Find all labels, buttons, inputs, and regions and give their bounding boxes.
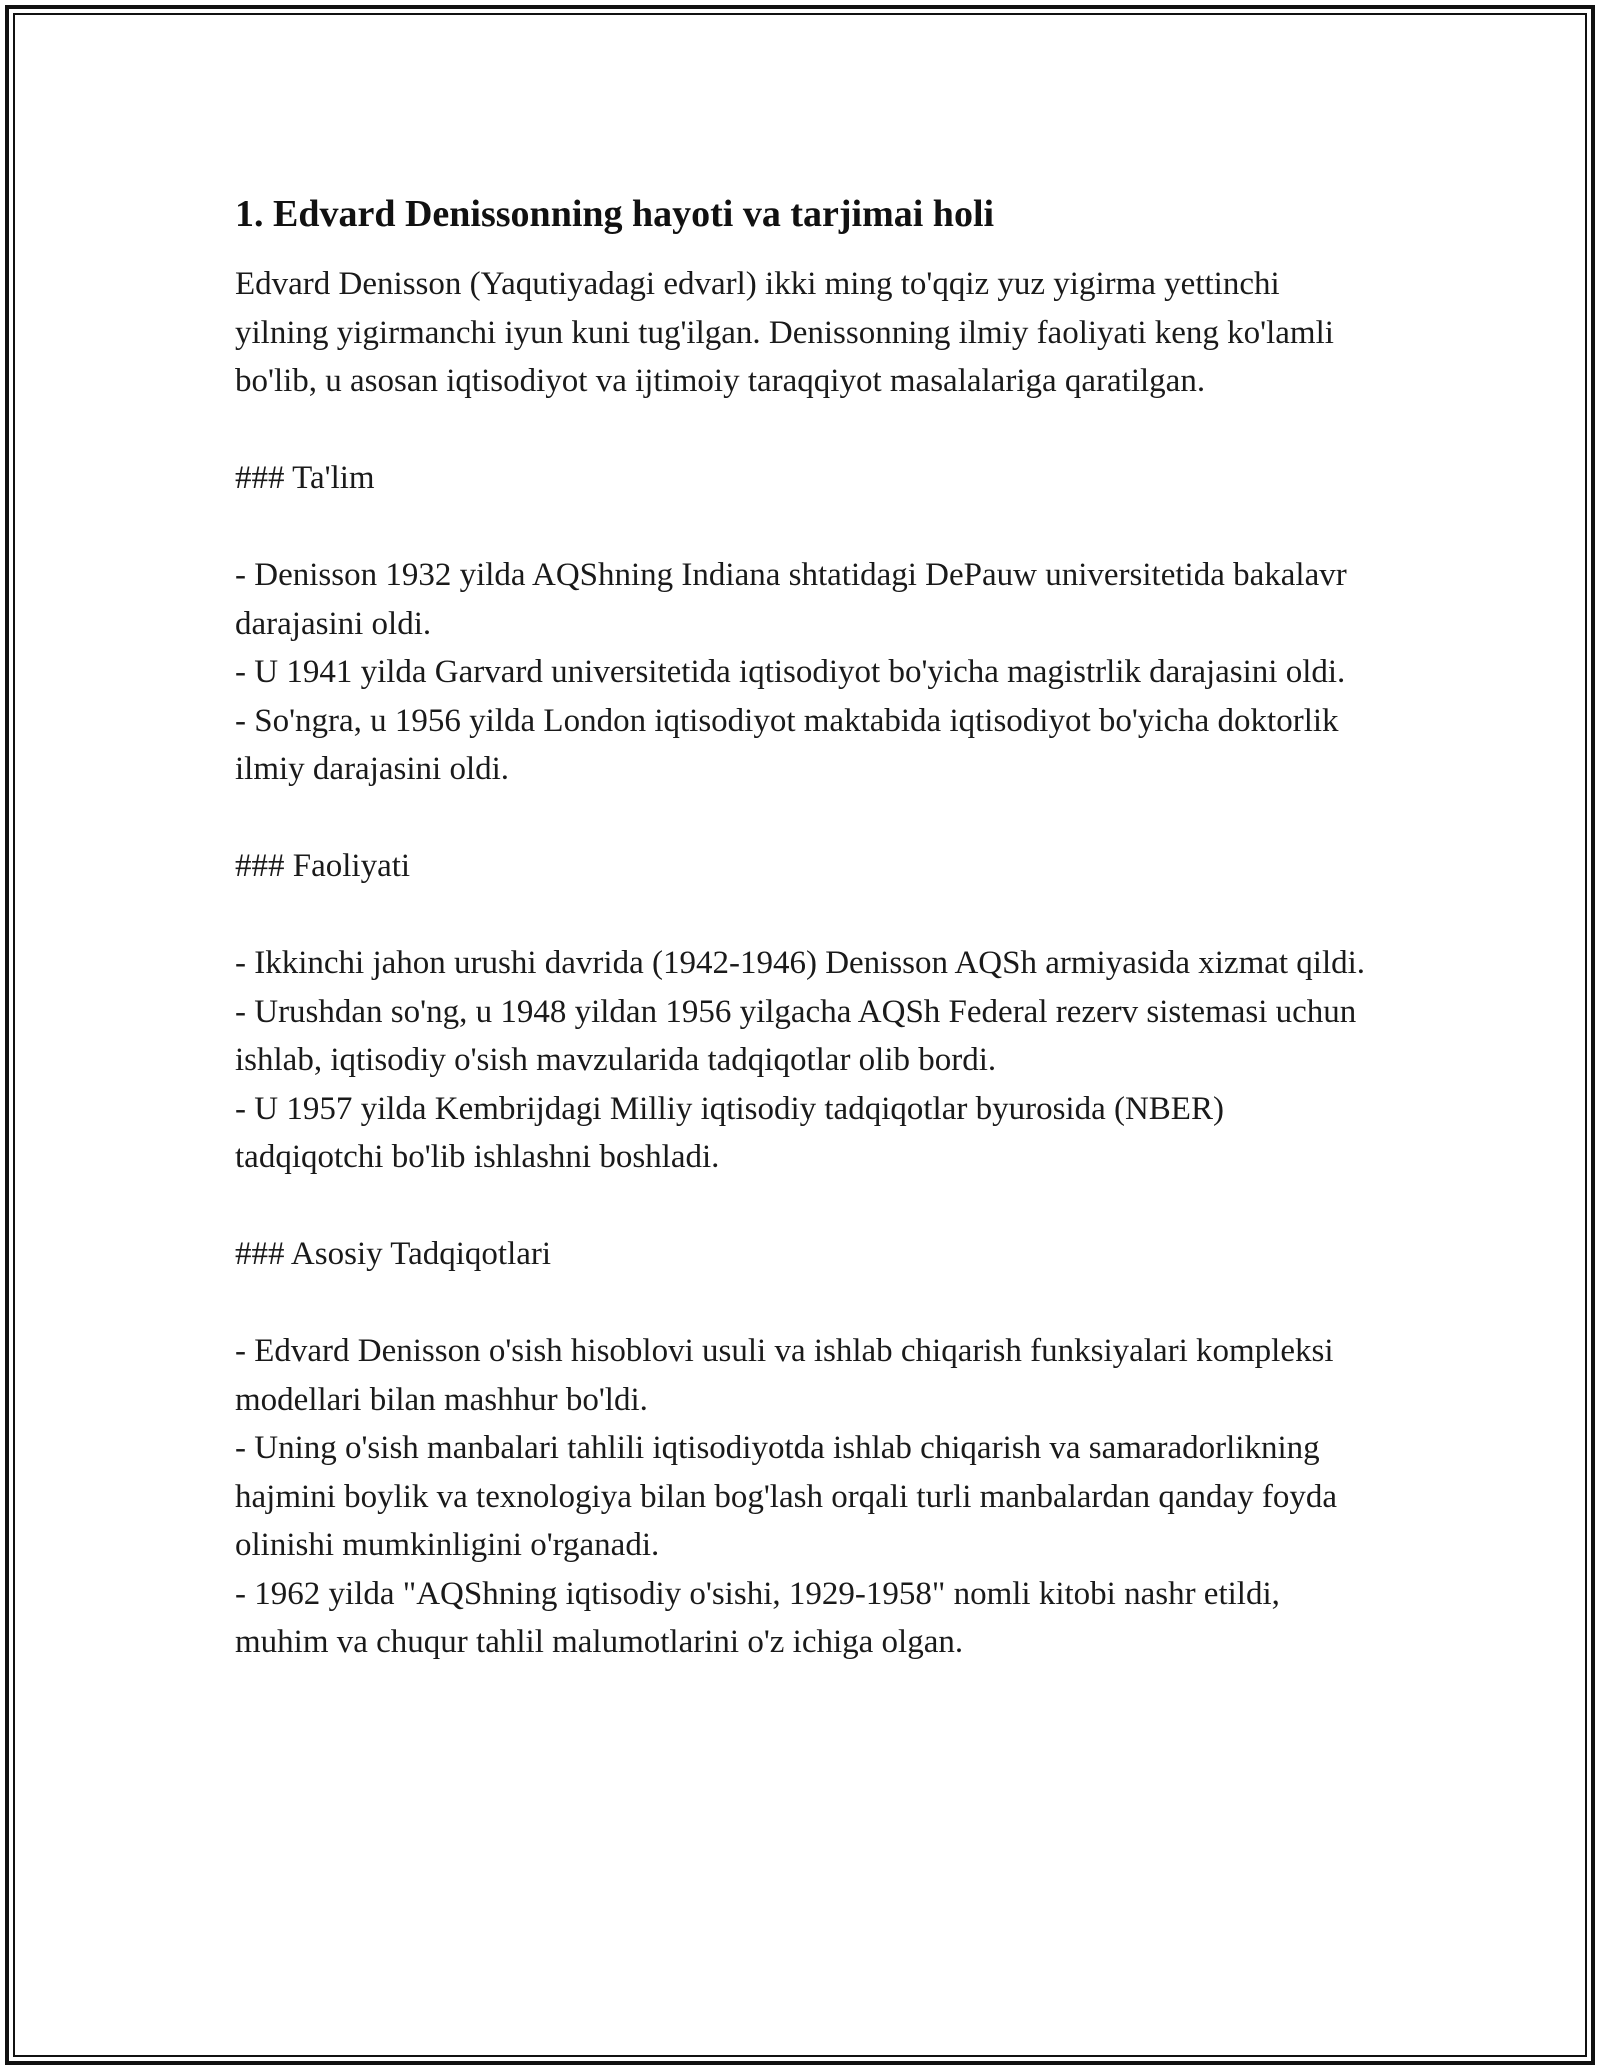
- section-asosiy-tadqiqotlari: [235, 1230, 1375, 1667]
- intro-paragraph: Edvard Denisson (Yaqutiyadagi edvarl) ikki ming to'qqiz yuz yigirma yettinchi yilning yigirmanchi iyun kuni tug'ilgan. Denissonning ilmiy faoliyati keng ko'lamli bo'lib, u asosan iqtisodiyot va ijtimoiy taraqqiyot masalalariga qaratilgan.: [235, 266, 1334, 399]
- list-item: - Edvard Denisson o'sish hisoblovi usuli va ishlab chiqarish funksiyalari kompleksi modellari bilan mashhur bo'ldi.: [235, 1333, 1334, 1418]
- list-item: - U 1957 yilda Kembrijdagi Milliy iqtisodiy tadqiqotlar byurosida (NBER) tadqiqotchi bo'lib ishlashni boshladi.: [235, 1090, 1224, 1175]
- section-list: [235, 939, 1375, 1182]
- list-item: - 1962 yilda "AQShning iqtisodiy o'sishi, 1929-1958" nomli kitobi nashr etildi, muhim va chuqur tahlil malumotlarini o'z ichiga olgan.: [235, 1575, 1280, 1660]
- section-talim: [235, 454, 1375, 794]
- section-list: [235, 1327, 1375, 1667]
- document-page: [235, 188, 1375, 1667]
- section-heading: ### Asosiy Tadqiqotlari: [235, 1236, 552, 1272]
- list-item: - Denisson 1932 yilda AQShning Indiana shtatidagi DePauw universitetida bakalavr darajasini oldi.: [235, 557, 1347, 642]
- list-item: - Urushdan so'ng, u 1948 yildan 1956 yilgacha AQSh Federal rezerv sistemasi uchun ishlab, iqtisodiy o'sish mavzularida tadqiqotlar olib bordi.: [235, 993, 1357, 1078]
- section-heading: ### Faoliyati: [235, 848, 411, 884]
- section-faoliyati: [235, 842, 1375, 1182]
- document-title: 1. Edvard Denissonning hayoti va tarjimai holi: [235, 193, 995, 235]
- list-item: - So'ngra, u 1956 yilda London iqtisodiyot maktabida iqtisodiyot bo'yicha doktorlik ilmiy darajasini oldi.: [235, 702, 1339, 787]
- list-item: - Uning o'sish manbalari tahlili iqtisodiyotda ishlab chiqarish va samaradorlikning hajmini boylik va texnologiya bilan bog'lash orqali turli manbalardan qanday foyda olinishi mumkinligini o'rganadi.: [235, 1430, 1338, 1563]
- list-item: - U 1941 yilda Garvard universitetida iqtisodiyot bo'yicha magistrlik darajasini oldi.: [235, 654, 1346, 690]
- section-list: [235, 551, 1375, 794]
- section-heading: ### Ta'lim: [235, 460, 375, 496]
- list-item: - Ikkinchi jahon urushi davrida (1942-1946) Denisson AQSh armiyasida xizmat qildi.: [235, 945, 1366, 981]
